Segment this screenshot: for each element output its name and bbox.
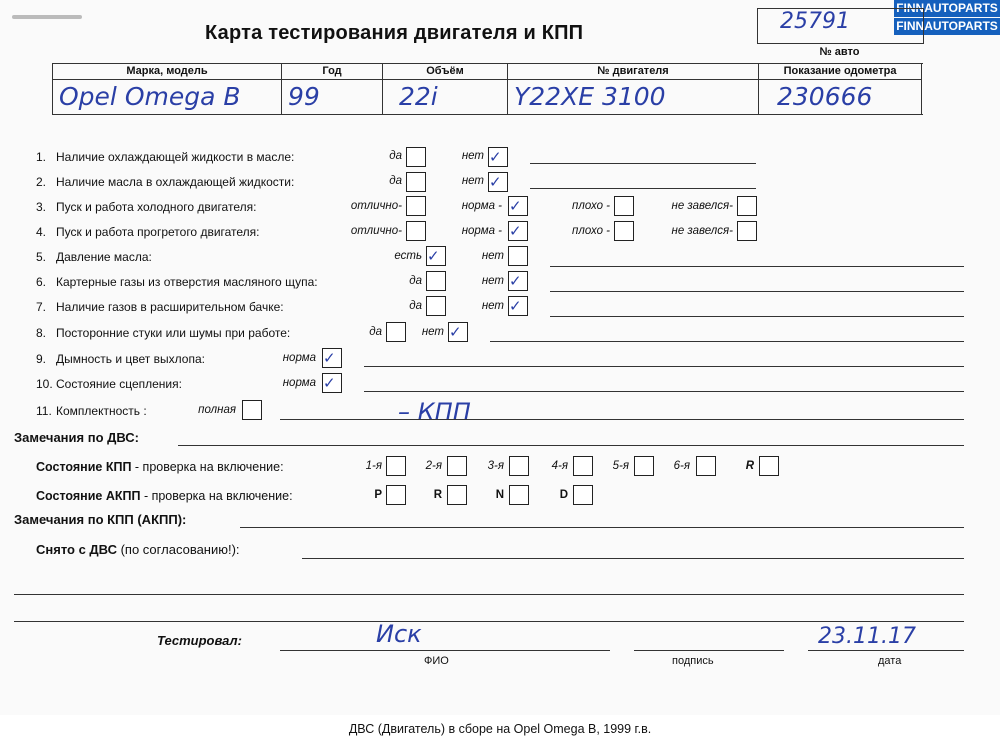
checkbox-no-checked[interactable]: ✓ (488, 172, 508, 192)
fio-line (280, 650, 610, 651)
signature-line (634, 650, 784, 651)
checkbox-no-checked[interactable]: ✓ (508, 271, 528, 291)
odometer-value: 230666 (777, 82, 873, 111)
question-text: Состояние сцепления: (56, 377, 182, 391)
akpp-label-rest: - проверка на включение: (140, 489, 293, 503)
engine-number-value: Y22XE 3100 (514, 82, 666, 111)
gear-4-checkbox[interactable] (573, 456, 593, 476)
option-label: да (409, 300, 422, 312)
option-label: норма - (461, 200, 502, 212)
akpp-mode-label: D (559, 489, 568, 501)
row-number: 11. (36, 404, 52, 418)
option-label: нет (481, 300, 504, 312)
option-label: есть (394, 250, 422, 262)
removed-label-bold: Снято с ДВС (36, 542, 117, 557)
option-label: полная (198, 404, 236, 416)
akpp-label (36, 489, 293, 503)
comment-line (550, 266, 964, 267)
row-number: 10. (36, 377, 53, 391)
akpp-mode-label: P (374, 489, 382, 501)
gear-label: 3-я (487, 460, 504, 472)
checkbox-absent[interactable] (508, 246, 528, 266)
make-model-value: Opel Omega B (59, 82, 241, 111)
gear-label: 1-я (365, 460, 382, 472)
comment-line (364, 366, 964, 367)
date-line (808, 650, 964, 651)
col-header: Объём (383, 64, 507, 80)
question-text: Наличие масла в охлаждающей жидкости: (56, 175, 295, 189)
test-date: 23.11.17 (818, 624, 916, 649)
checkbox-not-started[interactable] (737, 196, 757, 216)
gear-2-checkbox[interactable] (447, 456, 467, 476)
col-header: Показание одометра (759, 64, 921, 80)
checkbox-complete[interactable] (242, 400, 262, 420)
checkbox-bad[interactable] (614, 196, 634, 216)
option-label: да (389, 150, 402, 162)
date-label: дата (878, 655, 902, 667)
removed-label (36, 542, 240, 557)
option-label: норма - (461, 225, 502, 237)
checkbox-no-checked[interactable]: ✓ (488, 147, 508, 167)
checkbox-excellent[interactable] (406, 221, 426, 241)
checkbox-yes[interactable] (386, 322, 406, 342)
remarks-kpp-label: Замечания по КПП (АКПП): (14, 512, 187, 527)
option-label: нет (421, 326, 444, 338)
removed-label-rest: (по согласованию!): (116, 542, 240, 557)
checkbox-excellent[interactable] (406, 196, 426, 216)
option-label: отлично- (350, 225, 402, 237)
checkbox-yes[interactable] (406, 172, 426, 192)
checkbox-yes[interactable] (426, 296, 446, 316)
remarks-ice-line (178, 445, 964, 446)
checkbox-not-started[interactable] (737, 221, 757, 241)
col-year (282, 64, 383, 114)
option-label: нет (481, 275, 504, 287)
gear-label: 5-я (612, 460, 629, 472)
question-text: Пуск и работа прогретого двигателя: (56, 225, 260, 239)
option-label: плохо - (572, 225, 610, 237)
col-engine-number (508, 64, 759, 114)
question-text: Наличие газов в расширительном бачке: (56, 300, 284, 314)
tester-name: Иск (376, 620, 422, 648)
row-number: 2. (36, 175, 47, 189)
checkbox-present-checked[interactable]: ✓ (426, 246, 446, 266)
gear-3-checkbox[interactable] (509, 456, 529, 476)
checkbox-yes[interactable] (426, 271, 446, 291)
tested-label: Тестировал: (157, 633, 242, 648)
question-text: Пуск и работа холодного двигателя: (56, 200, 257, 214)
row-number: 7. (36, 300, 47, 314)
comment-line (364, 391, 964, 392)
signature-label: подпись (672, 655, 714, 667)
blank-line (14, 594, 964, 595)
watermark-bottom: FINNAUTOPARTS (894, 18, 1000, 35)
option-label: не завелся- (671, 200, 733, 212)
question-text: Комплектность : (56, 404, 147, 418)
checkbox-normal-checked[interactable]: ✓ (508, 196, 528, 216)
option-label: нет (481, 250, 504, 262)
question-text: Картерные газы из отверстия масляного щупа: (56, 275, 318, 289)
option-label: да (409, 275, 422, 287)
checkbox-normal-checked[interactable]: ✓ (508, 221, 528, 241)
auto-number-label: № авто (819, 46, 860, 58)
gear-label: 2-я (425, 460, 442, 472)
option-label: плохо - (572, 200, 610, 212)
comment-line (490, 341, 964, 342)
question-text: Давление масла: (56, 250, 152, 264)
akpp-label-bold: Состояние АКПП (36, 489, 141, 503)
col-header: Марка, модель (53, 64, 281, 80)
year-value: 99 (288, 82, 320, 111)
gear-label: 6-я (673, 460, 690, 472)
comment-line (280, 419, 964, 420)
kpp-label-rest: - проверка на включение: (131, 460, 284, 474)
blank-line (14, 621, 964, 622)
row-number: 8. (36, 326, 47, 340)
option-label: норма (282, 352, 316, 364)
option-label: отлично- (350, 200, 402, 212)
fio-label: ФИО (424, 655, 449, 667)
col-volume (383, 64, 508, 114)
watermark-top: FINNAUTOPARTS (894, 0, 1000, 17)
checkbox-yes[interactable] (406, 147, 426, 167)
image-caption: ДВС (Двигатель) в сборе на Opel Omega B, 1999 г.в. (348, 722, 652, 736)
remarks-kpp-line (240, 527, 964, 528)
gear-1-checkbox[interactable] (386, 456, 406, 476)
completeness-note: – КПП (398, 398, 471, 426)
row-number: 9. (36, 352, 47, 366)
akpp-n-checkbox[interactable] (509, 485, 529, 505)
akpp-d-checkbox[interactable] (573, 485, 593, 505)
akpp-r-checkbox[interactable] (447, 485, 467, 505)
gear-label: 4-я (551, 460, 568, 472)
gear-5-checkbox[interactable] (634, 456, 654, 476)
option-label: да (389, 175, 402, 187)
row-number: 6. (36, 275, 47, 289)
question-text: Дымность и цвет выхлопа: (56, 352, 205, 366)
akpp-mode-label: R (433, 489, 442, 501)
col-header: № двигателя (508, 64, 758, 80)
top-left-scratch (12, 15, 82, 19)
checkbox-bad[interactable] (614, 221, 634, 241)
kpp-label (36, 460, 284, 474)
comment-line (550, 291, 964, 292)
checkbox-normal-checked[interactable]: ✓ (322, 373, 342, 393)
col-odometer (759, 64, 922, 114)
row-number: 4. (36, 225, 47, 239)
auto-number-box (757, 8, 924, 44)
comment-line (550, 316, 964, 317)
gear-6-checkbox[interactable] (696, 456, 716, 476)
question-text: Наличие охлаждающей жидкости в масле: (56, 150, 295, 164)
removed-line (302, 558, 964, 559)
option-label: нет (461, 175, 484, 187)
option-label: нет (461, 150, 484, 162)
option-label: не завелся- (671, 225, 733, 237)
page-title: Карта тестирования двигателя и КПП (205, 22, 584, 44)
kpp-label-bold: Состояние КПП (36, 460, 132, 474)
gear-label: R (745, 460, 754, 472)
auto-number-value: 25791 (780, 9, 850, 34)
option-label: да (369, 326, 382, 338)
col-make-model (53, 64, 282, 114)
akpp-p-checkbox[interactable] (386, 485, 406, 505)
row-number: 1. (36, 150, 47, 164)
gear-r-checkbox[interactable] (759, 456, 779, 476)
col-header: Год (282, 64, 382, 80)
question-text: Посторонние стуки или шумы при работе: (56, 326, 291, 340)
volume-value: 22i (399, 82, 438, 111)
vehicle-info-table (52, 63, 923, 115)
row-number: 5. (36, 250, 47, 264)
checkbox-no-checked[interactable]: ✓ (508, 296, 528, 316)
remarks-ice-label: Замечания по ДВС: (14, 430, 139, 445)
comment-line (530, 188, 756, 189)
row-number: 3. (36, 200, 47, 214)
option-label: норма (282, 377, 316, 389)
akpp-mode-label: N (495, 489, 504, 501)
checkbox-no-checked[interactable]: ✓ (448, 322, 468, 342)
checkbox-normal-checked[interactable]: ✓ (322, 348, 342, 368)
comment-line (530, 163, 756, 164)
